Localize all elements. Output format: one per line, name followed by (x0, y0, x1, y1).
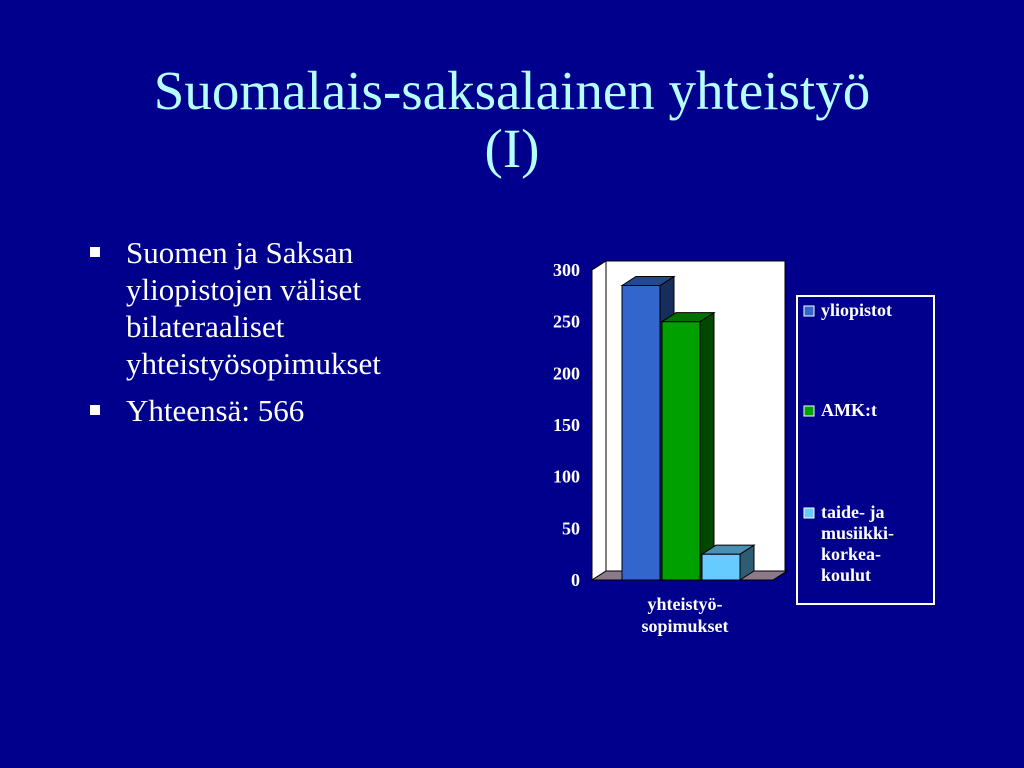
y-tick-label: 100 (553, 466, 580, 487)
slide-title-line-1: Suomalais-saksalainen yhteistyö (153, 60, 871, 121)
plot-area-side-wall (592, 261, 606, 580)
slide-title-line-2: (I) (484, 118, 540, 179)
y-tick-label: 250 (553, 311, 580, 332)
bar-0-front (622, 286, 660, 581)
bullet-item (88, 234, 488, 382)
legend-swatch-2 (804, 508, 814, 518)
legend-label-2: koulut (821, 565, 872, 585)
bullet-text: Suomen ja Saksan yliopistojen väliset bilateraaliset yhteistyösopimukset (126, 235, 381, 381)
bar-2-front (702, 554, 740, 580)
square-bullet-icon (90, 405, 100, 415)
x-category-label: yhteistyö- (647, 594, 723, 614)
y-tick-label: 150 (553, 415, 580, 435)
bullet-text: Yhteensä: 566 (126, 393, 305, 428)
y-tick-label: 300 (553, 260, 580, 280)
legend-label-2: musiikki- (821, 523, 895, 543)
legend-label-0: yliopistot (821, 300, 893, 320)
legend-swatch-1 (804, 406, 814, 416)
square-bullet-icon (90, 247, 100, 257)
y-tick-label: 50 (562, 518, 580, 539)
y-tick-label: 0 (571, 570, 580, 590)
bar-1-side (700, 313, 714, 580)
legend-label-2: korkea- (821, 544, 881, 564)
legend-label-1: AMK:t (821, 400, 877, 420)
x-category-label: sopimukset (641, 616, 729, 636)
bar-1-front (662, 322, 700, 580)
bullet-list (88, 234, 488, 439)
slide-title (0, 62, 1024, 178)
y-tick-label: 200 (553, 363, 580, 384)
bar-chart (530, 248, 950, 648)
legend-swatch-0 (804, 306, 814, 316)
legend-label-2: taide- ja (821, 502, 885, 522)
bullet-item (88, 392, 488, 429)
